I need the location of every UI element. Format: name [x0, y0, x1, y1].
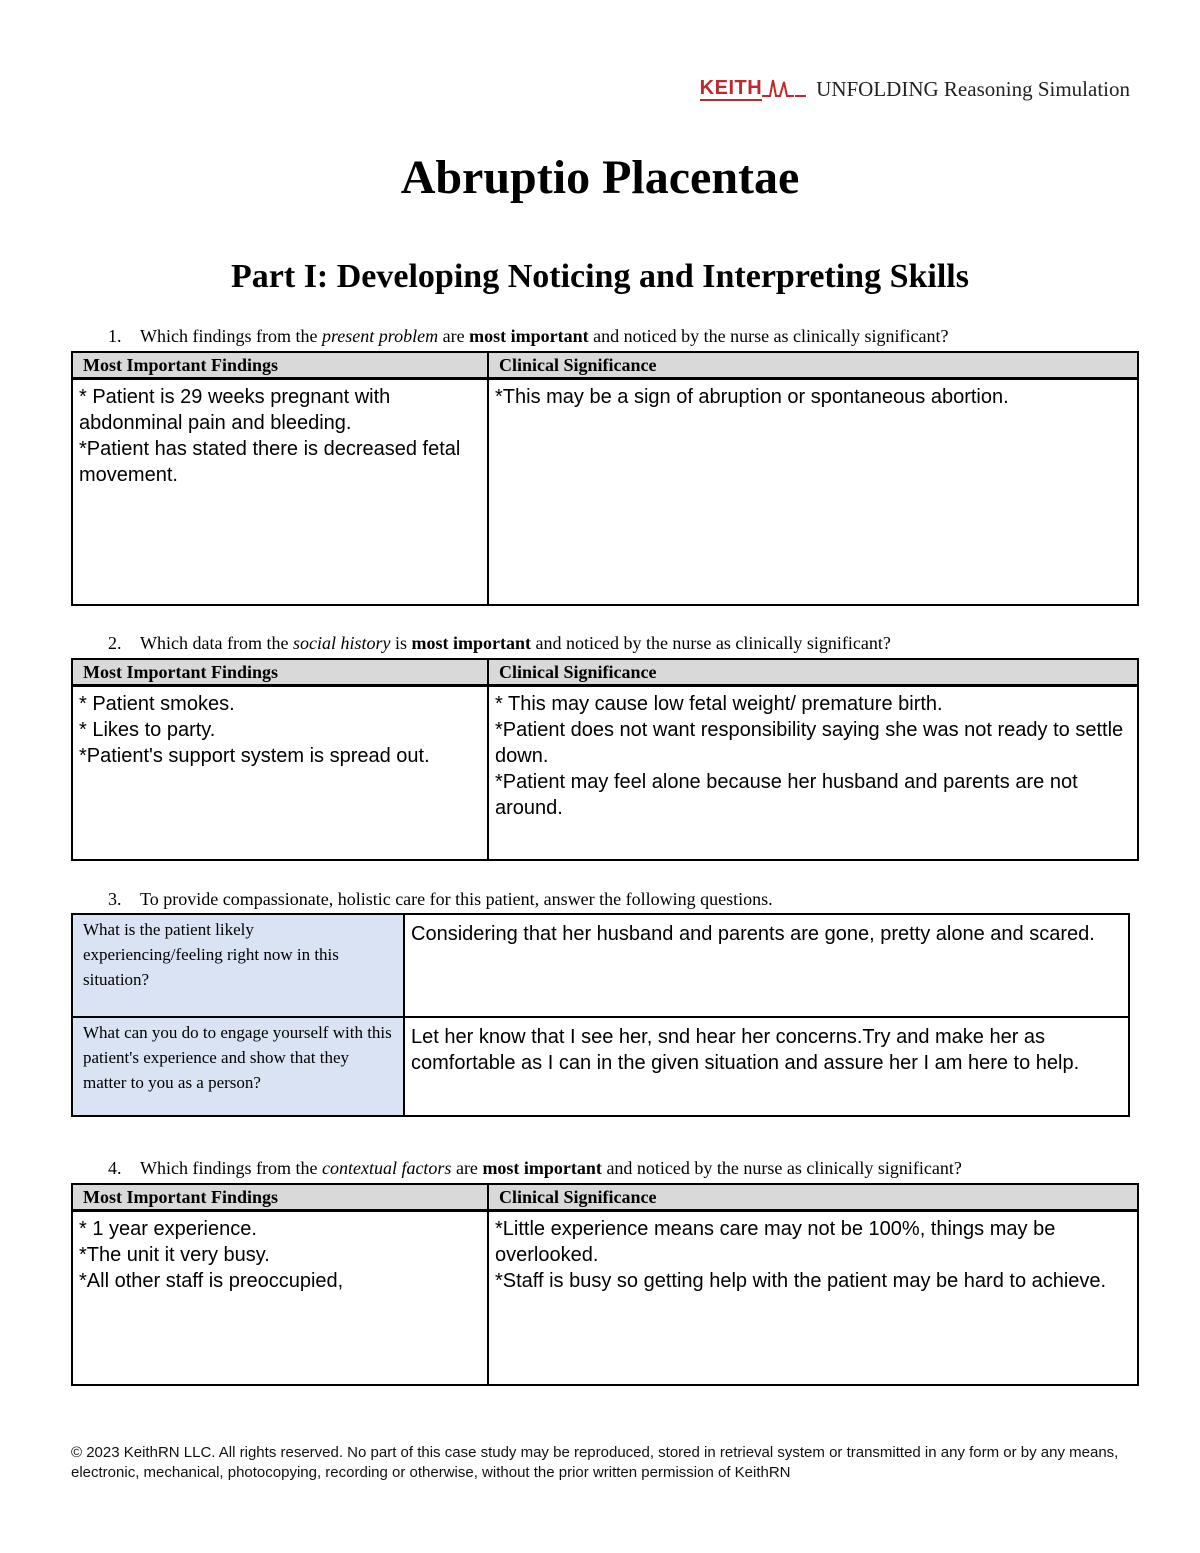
finding-line: *Patient's support system is spread out. [79, 745, 430, 767]
findings-cell[interactable] [72, 379, 488, 605]
question-2: 2. Which data from the social history is most important and noticed by the nurse as clinically significant? [108, 633, 891, 653]
question-3: 3. To provide compassionate, holistic care for this patient, answer the following questions. [108, 889, 773, 909]
significance-line: *Little experience means care may not be 100%, things may be overlooked. [495, 1218, 1056, 1266]
question-4: 4. Which findings from the contextual factors are most important and noticed by the nurse as clinically significant? [108, 1158, 962, 1178]
significance-header: Clinical Significance [488, 659, 1138, 686]
findings-header: Most Important Findings [72, 352, 488, 379]
finding-line: *All other staff is preoccupied, [79, 1270, 344, 1292]
finding-line: *The unit it very busy. [79, 1244, 270, 1266]
findings-header: Most Important Findings [72, 1184, 488, 1211]
significance-line: *This may be a sign of abruption or spontaneous abortion. [495, 386, 1009, 408]
question-number: 2. [108, 633, 122, 653]
findings-cell[interactable] [72, 1211, 488, 1385]
document-title: Abruptio Placentae [400, 151, 800, 204]
copyright-footer: © 2023 KeithRN LLC. All rights reserved. No part of this case study may be reproduced, stored in retrieval system or transmitted in any form or by any means, electronic, mechanical, photocopying, recording or otherwise, without the prior written permission of KeithRN [71, 1444, 1119, 1481]
finding-line: * Patient is 29 weeks pregnant with abdonminal pain and bleeding. [79, 386, 391, 434]
question-1: 1. Which findings from the present problem are most important and noticed by the nurse as clinically significant? [108, 326, 949, 346]
finding-line: * Patient smokes. [79, 693, 235, 715]
q4-table [71, 1183, 1139, 1386]
significance-line: *Staff is busy so getting help with the patient may be hard to achieve. [495, 1270, 1107, 1292]
care-question: What is the patient likely experiencing/feeling right now in this situation? [72, 914, 404, 1017]
care-answer[interactable]: Let her know that I see her, snd hear her concerns.Try and make her as comfortable as I can in the given situation and assure her I am here to help. [404, 1017, 1129, 1116]
q1-table [71, 351, 1139, 606]
q2-table [71, 658, 1139, 861]
finding-line: * 1 year experience. [79, 1218, 257, 1240]
findings-cell[interactable] [72, 686, 488, 860]
question-number: 1. [108, 326, 122, 346]
significance-cell[interactable] [488, 686, 1138, 860]
care-answer[interactable]: Considering that her husband and parents are gone, pretty alone and scared. [404, 914, 1129, 1017]
significance-header: Clinical Significance [488, 352, 1138, 379]
significance-cell[interactable] [488, 1211, 1138, 1385]
finding-line: * Likes to party. [79, 719, 216, 741]
significance-header: Clinical Significance [488, 1184, 1138, 1211]
q3-table [71, 913, 1130, 1117]
question-number: 3. [108, 889, 122, 909]
question-number: 4. [108, 1158, 122, 1178]
part-title: Part I: Developing Noticing and Interpreting Skills [231, 258, 969, 295]
finding-line: *Patient has stated there is decreased fetal movement. [79, 438, 461, 486]
findings-header: Most Important Findings [72, 659, 488, 686]
logo-text: KEITH [699, 77, 763, 99]
significance-line: * This may cause low fetal weight/ premature birth. [495, 693, 943, 715]
significance-line: *Patient may feel alone because her husband and parents are not around. [495, 771, 1078, 819]
care-question: What can you do to engage yourself with this patient's experience and show that they matter to you as a person? [72, 1017, 404, 1116]
simulation-label: UNFOLDING Reasoning Simulation [816, 76, 1130, 101]
significance-line: *Patient does not want responsibility saying she was not ready to settle down. [495, 719, 1124, 767]
keithrn-logo [700, 76, 807, 102]
page-header [700, 76, 1130, 102]
logo-heartbeat-icon [762, 76, 806, 102]
significance-cell[interactable] [488, 379, 1138, 605]
